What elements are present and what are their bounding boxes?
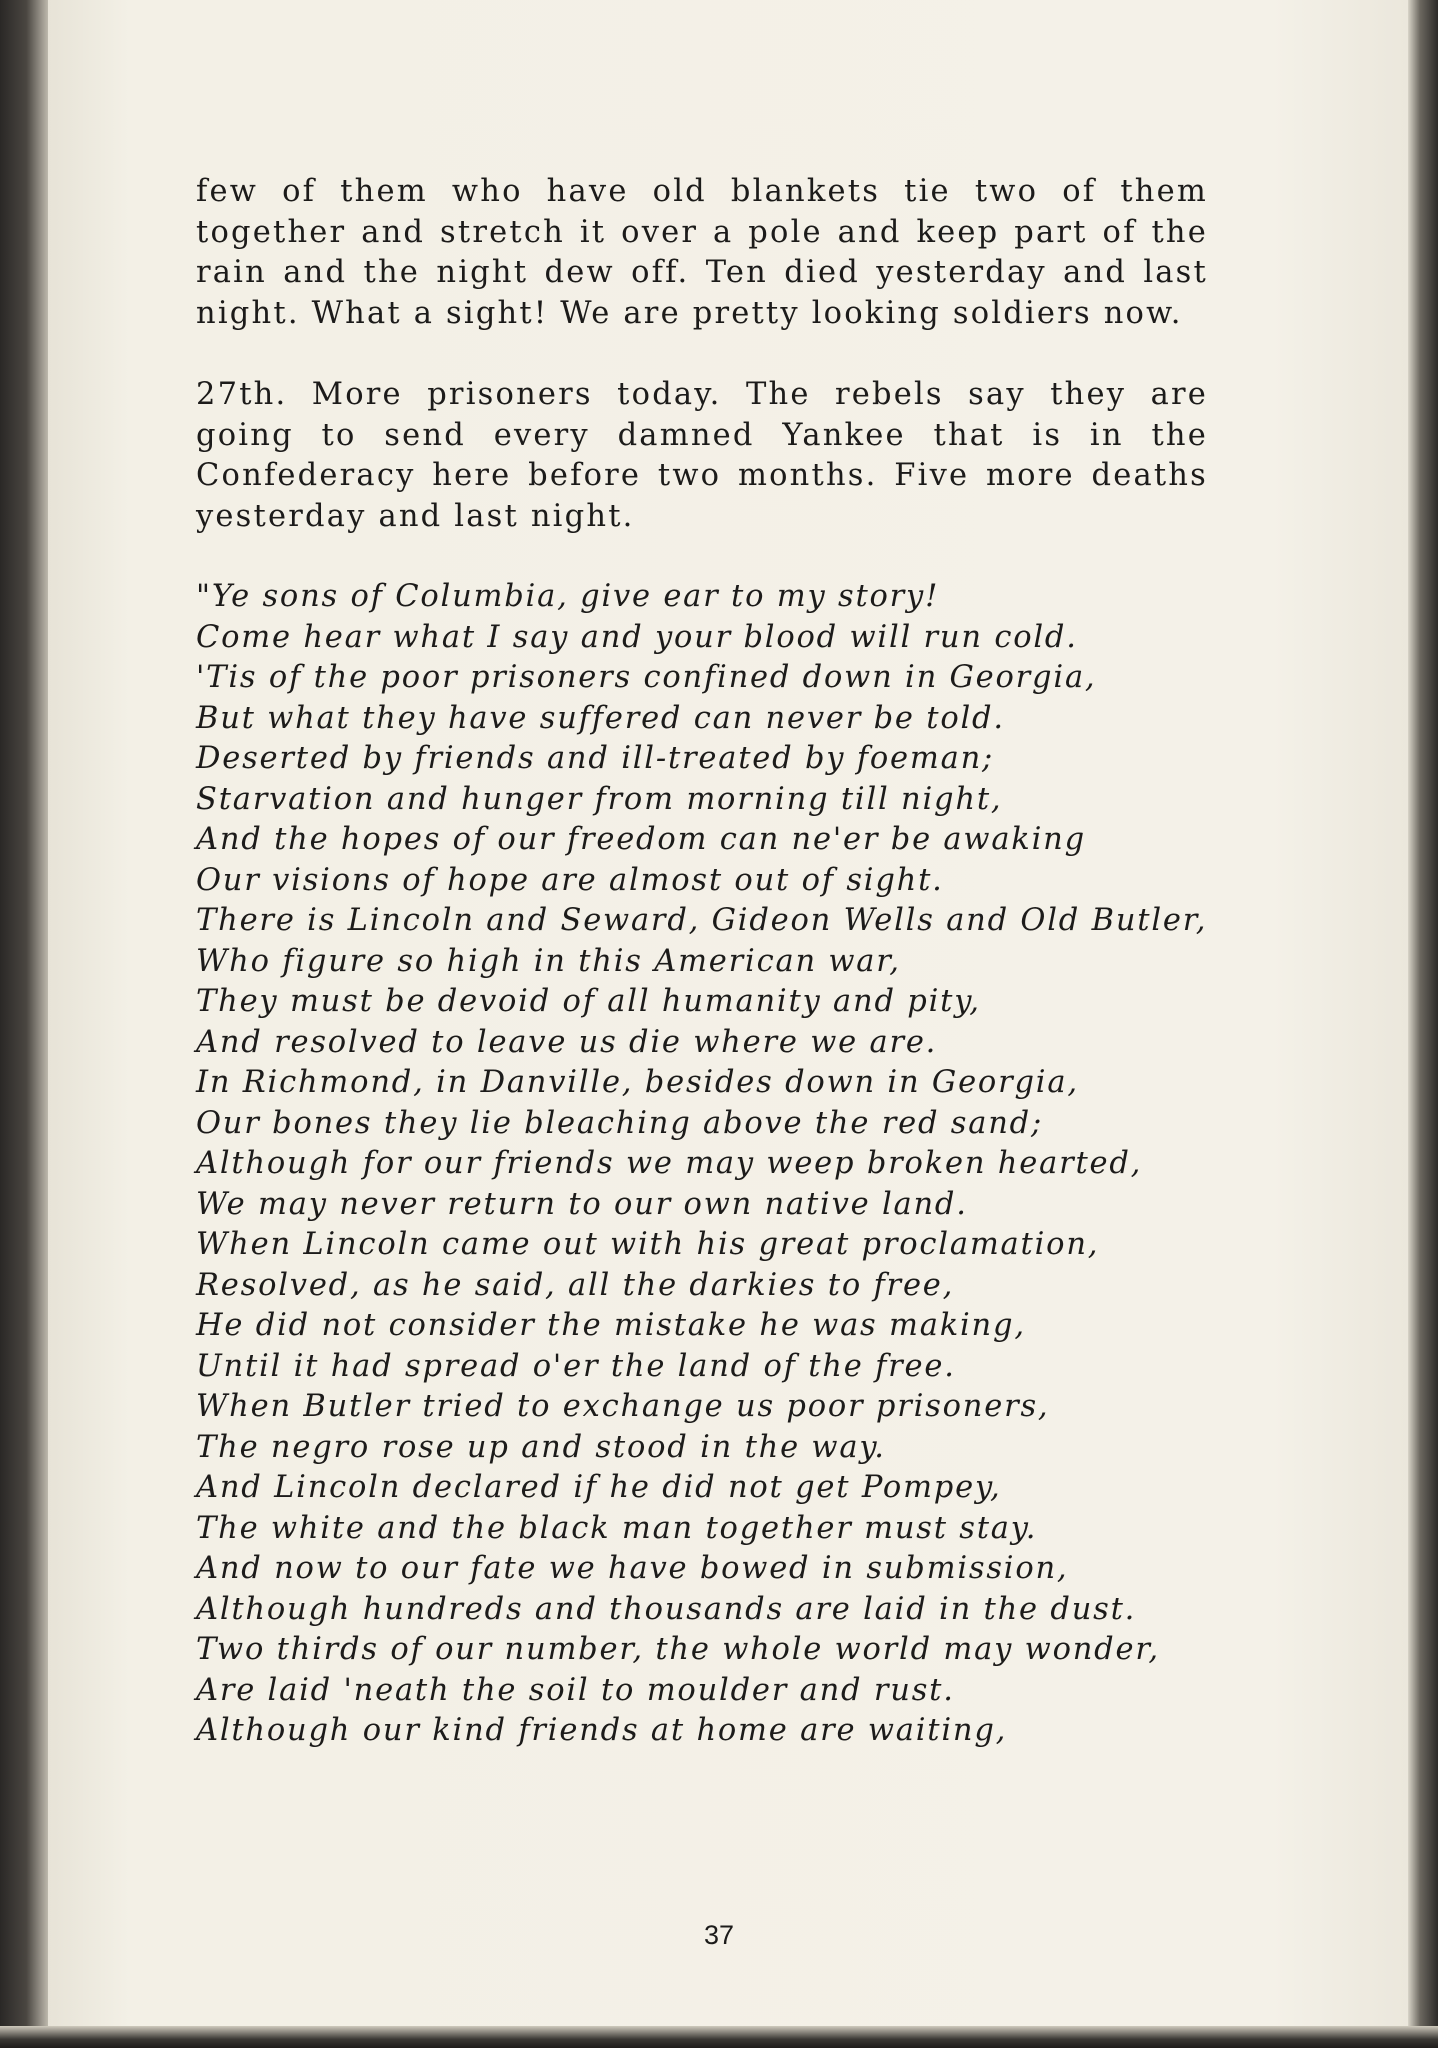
poem-line: Two thirds of our number, the whole world may wonder, [196,1632,1160,1667]
poem-line: Although hundreds and thousands are laid in the dust. [196,1591,1137,1627]
poem-line: Deserted by friends and ill-treated by foeman; [196,741,995,776]
poem-line: When Lincoln came out with his great proclamation, [196,1227,1100,1262]
poem-line: Although our kind friends at home are waiting, [196,1713,1008,1748]
poem-line: We may never return to our own native land. [196,1186,968,1222]
poem-line: He did not consider the mistake he was making, [196,1308,1026,1343]
scan-bottom-edge [0,2026,1438,2048]
poem-line: And the hopes of our freedom can ne'er be awaking [196,822,1086,857]
book-spine-shadow [0,0,48,2048]
poem-line: There is Lincoln and Seward, Gideon Wells and Old Butler, [196,903,1208,938]
page-text [196,172,1208,1752]
paragraph-continuation: few of them who have old blankets tie two of them together and stretch it over a pole and keep part of the rain and the night dew off. Ten died yesterday and last night. What a sight! We are pretty looking soldiers now. [196,174,1208,331]
poem-line: Are laid 'neath the soil to moulder and rust. [196,1672,955,1708]
poem-line: And Lincoln declared if he did not get Pompey, [196,1470,1002,1505]
poem [196,577,1208,1752]
poem-line: And resolved to leave us die where we are. [196,1024,938,1060]
poem-line: Resolved, as he said, all the darkies to free, [196,1267,955,1303]
poem-line: But what they have suffered can never be told. [196,700,1005,736]
paragraph-27th: 27th. More prisoners today. The rebels say they are going to send every damned Yankee that is in the Confederacy here before two months. Five more deaths yesterday and last night. [196,377,1208,534]
poem-line: Our visions of hope are almost out of sight. [196,862,944,898]
poem-line: Our bones they lie bleaching above the red sand; [196,1105,1044,1141]
poem-line: When Butler tried to exchange us poor prisoners, [196,1389,1050,1424]
poem-line: Starvation and hunger from morning till night, [196,781,1003,817]
poem-line: And now to our fate we have bowed in submission, [196,1551,1069,1586]
poem-line: Until it had spread o'er the land of the free. [196,1348,956,1384]
poem-line: 'Tis of the poor prisoners confined down in Georgia, [196,660,1097,695]
page-number: 37 [703,1920,735,1950]
poem-line: In Richmond, in Danville, besides down in Georgia, [196,1065,1079,1100]
poem-line: Who figure so high in this American war, [196,943,901,979]
poem-line: Although for our friends we may weep broken hearted, [196,1146,1143,1181]
page-edge-shadow [1408,0,1438,2048]
poem-line: The white and the black man together must stay. [196,1510,1038,1546]
poem-line: Come hear what I say and your blood will run cold. [196,619,1078,655]
poem-line: The negro rose up and stood in the way. [196,1429,886,1465]
poem-line: "Ye sons of Columbia, give ear to my story! [196,579,940,614]
poem-line: They must be devoid of all humanity and pity, [196,984,981,1019]
